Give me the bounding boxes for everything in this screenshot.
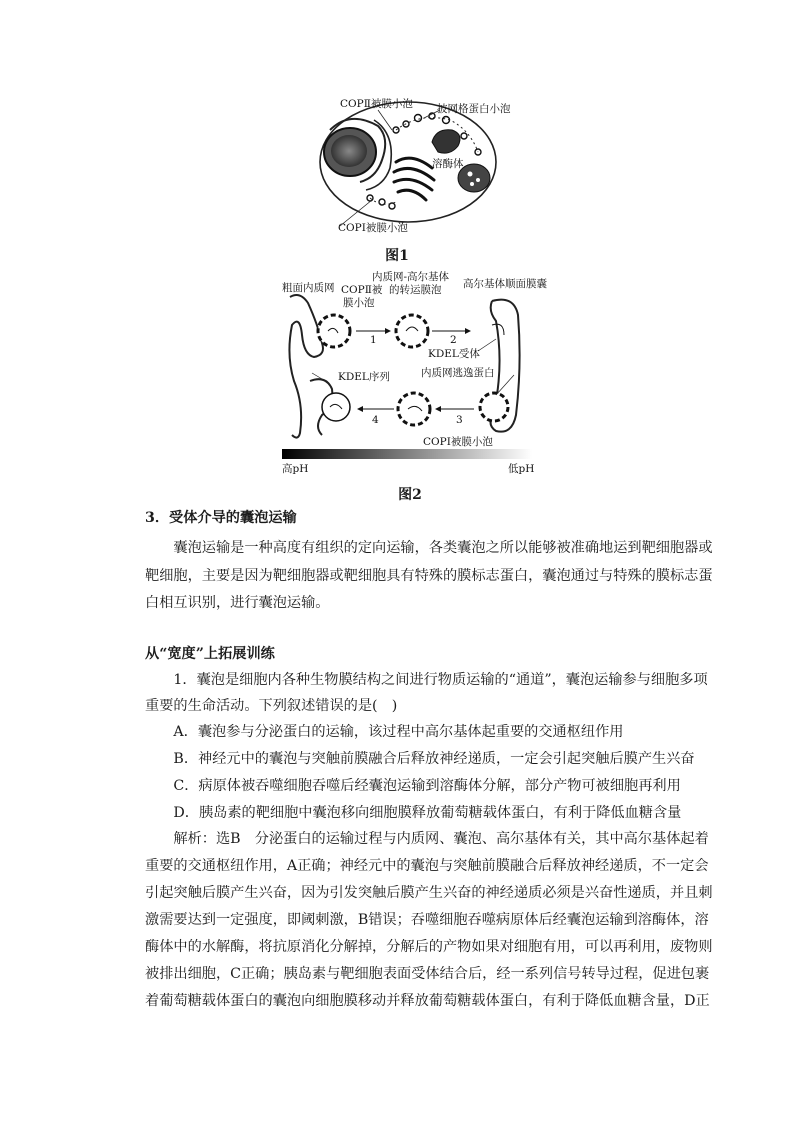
- fig2-label-low-ph: 低pH: [508, 463, 535, 475]
- option-a: A．囊泡参与分泌蛋白的运输，该过程中高尔基体起重要的交通枢纽作用: [173, 724, 624, 740]
- fig2-label-step3: 3: [456, 414, 463, 426]
- analysis-line-6: 被排出细胞，C正确；胰岛素与靶细胞表面受体结合后，经一系列信号转导过程，促进包裹: [145, 966, 710, 982]
- fig2-label-golgi: 高尔基体顺面膜囊: [463, 278, 547, 290]
- option-d: D．胰岛素的靶细胞中囊泡移向细胞膜释放葡萄糖载体蛋白，有利于降低血糖含量: [173, 805, 682, 821]
- analysis-line-7: 着葡萄糖载体蛋白的囊泡向细胞膜移动并释放葡萄糖载体蛋白，有利于降低血糖含量，D正: [145, 993, 710, 1009]
- cop1-vesicle: [398, 393, 430, 425]
- analysis-line-3: 引起突触后膜产生兴奋，因为引发突触后膜产生兴奋的神经递质必须是兴奋性递质，并且刺: [145, 885, 713, 901]
- section3-heading: 3．受体介导的囊泡运输: [145, 510, 297, 526]
- rough-er: [289, 295, 323, 438]
- fig1-label-cop1: COPⅠ被膜小泡: [338, 222, 408, 234]
- fig2-label-escape: 内质网逃逸蛋白: [421, 367, 495, 379]
- analysis-line-5: 酶体中的水解酶，将抗原消化分解掉，分解后的产物如果对细胞有用，可以再利用，废物则: [145, 939, 713, 955]
- fig2-label-kdel-receptor: KDEL受体: [428, 348, 480, 360]
- fig2-label-cop1: COPⅠ被膜小泡: [423, 436, 493, 448]
- fig2-label-transit-l2: 的转运膜泡: [389, 284, 442, 296]
- ph-gradient-bar: [282, 449, 532, 459]
- fig2-label-kdel-seq: KDEL序列: [338, 371, 390, 383]
- option-b: B．神经元中的囊泡与突触前膜融合后释放神经递质，一定会引起突触后膜产生兴奋: [173, 751, 695, 767]
- fig2-label-cop2-l1: COPⅡ被: [341, 284, 383, 296]
- option-c: C．病原体被吞噬细胞吞噬后经囊泡运输到溶酶体分解，部分产物可被细胞再利用: [173, 778, 681, 794]
- section3-para-line-2: 靶细胞，主要是因为靶细胞器或靶细胞具有特殊的膜标志蛋白，囊泡通过与特殊的膜标志蛋: [145, 568, 713, 584]
- question-line-1: 1．囊泡是细胞内各种生物膜结构之间进行物质运输的“通道”，囊泡运输参与细胞多项: [173, 672, 708, 688]
- fig2-label-step1: 1: [370, 334, 377, 346]
- fig2-label-step4: 4: [372, 414, 379, 426]
- figure2-caption: 图2: [398, 487, 422, 503]
- cop1-vesicle-budding: [480, 393, 508, 421]
- fig2-label-rer: 粗面内质网: [282, 282, 335, 294]
- exercise-heading: 从“宽度”上拓展训练: [145, 646, 275, 662]
- vesicle-er-return: [322, 393, 350, 421]
- analysis-line-4: 激需要达到一定强度，即阈刺激，B错误；吞噬细胞吞噬病原体后经囊泡运输到溶酶体，溶: [145, 912, 709, 928]
- transit-vesicle: [396, 315, 428, 347]
- fig1-label-lysosome: 溶酶体: [432, 158, 464, 170]
- cop2-vesicle-er: [318, 315, 350, 347]
- fig2-label-cop2-l2: 膜小泡: [343, 297, 375, 309]
- section3-para-line-3: 白相互识别，进行囊泡运输。: [145, 595, 330, 611]
- analysis-line-1: 解析：选B 分泌蛋白的运输过程与内质网、囊泡、高尔基体有关，其中高尔基体起着: [173, 831, 709, 847]
- fig2-label-high-ph: 高pH: [282, 463, 309, 475]
- fig2-label-transit-l1: 内质网-高尔基体: [372, 271, 450, 283]
- fig1-label-cop2: COPⅡ被膜小泡: [340, 98, 413, 110]
- fig2-label-step2: 2: [450, 334, 457, 346]
- section3-para-line-1: 囊泡运输是一种高度有组织的定向运输，各类囊泡之所以能够被准确地运到靶细胞器或: [173, 540, 713, 556]
- analysis-line-2: 重要的交通枢纽作用，A正确；神经元中的囊泡与突触前膜融合后释放神经递质，不一定会: [145, 858, 709, 874]
- figure1-caption: 图1: [385, 248, 409, 264]
- question-line-2: 重要的生命活动。下列叙述错误的是( ): [145, 698, 398, 714]
- fig1-label-clathrin: 披网格蛋白小泡: [437, 103, 511, 115]
